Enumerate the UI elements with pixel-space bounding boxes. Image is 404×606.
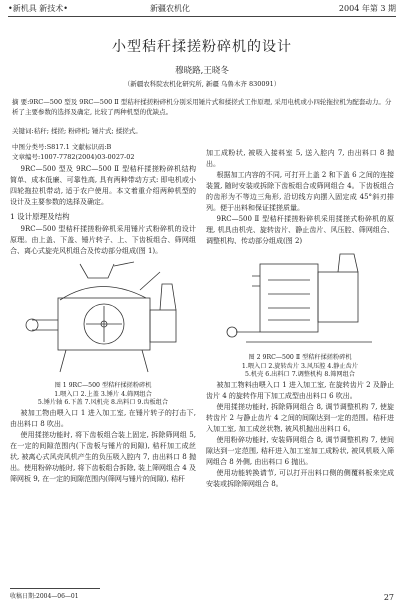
fig2-pressure-chamber	[318, 272, 358, 322]
footnote-rule	[10, 588, 100, 589]
figure-1-caption: 图 1 9RC—500 型秸秆揉搓粉碎机	[54, 382, 152, 389]
paper-authors: 穆晓路,王晓冬	[175, 66, 229, 76]
figure-1-legend-1: 1.喂入口 2.上盖 3.锤片 4.筛网组合	[54, 390, 152, 398]
right-column	[206, 148, 394, 490]
section-heading-1: 1 设计原理及结构	[10, 212, 70, 221]
keywords-text: 秸秆; 揉搓; 粉碎机; 锤片式; 揉搓式。	[33, 127, 142, 135]
fig1-base-right	[142, 350, 148, 372]
figure-2-drawing	[206, 250, 394, 350]
figure-1-drawing	[10, 260, 196, 378]
keywords-label: 关键词:	[12, 127, 34, 135]
fig1-pulley	[26, 319, 38, 331]
article-number: 文章编号:1007-7782(2004)03-0027-02	[12, 153, 135, 161]
figure-1	[10, 260, 196, 408]
function-paragraph: 使用揉搓功能时, 将下齿板组合装上固定, 拆除筛网组 5, 在一定的间隙范围内(下齿板与锤片的间隙), 秸秆加工成丝状, 被离心式风壳风机产生的负压吸入腔内 7, 由出料口 8 抛出。使用粉碎功能时, 将下齿板组合拆除, 装上筛网组合 4 及筛网板 9, 在一定的间隙范围内(筛网与锤片的间隙), 秸秆	[10, 430, 196, 483]
running-header	[8, 3, 396, 15]
fig1-outlet	[160, 284, 176, 310]
header-left: •新机具 新技术•	[8, 4, 68, 13]
abstract	[12, 97, 392, 117]
left-column	[10, 164, 196, 485]
fig2-feed-inlet	[252, 276, 260, 286]
model2-kneading-paragraph: 使用揉搓功能时, 拆除筛网组合 8, 调节调整机构 7, 使旋转齿片 2 与静止齿片 4 之间的间隙达到一定的范围。秸秆进入加工室, 加工成丝状物, 被风机抛出出料口 6。	[206, 402, 394, 433]
model2-crushing-paragraph: 使用粉碎功能时, 安装筛网组合 8, 调节调整机构 7, 使间隙达到一定范围, 秸秆进入加工室加工成粉状, 被风机吸入筛网组合 8 外侧, 由出料口 6 抛出。	[206, 435, 394, 466]
design-paragraph: 9RC—500 型秸秆揉搓粉碎机采用锤片式粉碎机的设计原理。由上盖、下盖、锤片转子、上、下齿板组合、筛网组合、离心式旋壳风机组合及传动部分组成(图 1)。	[10, 225, 196, 255]
paper-title: 小型秸秆揉搓粉碎机的设计	[112, 39, 292, 55]
fig2-housing	[260, 264, 318, 332]
figure-2-legend-1: 1.喂入口 2.旋转齿片 3.风压腔 4.静止齿片	[241, 362, 359, 370]
fig1-leader-2	[140, 272, 160, 290]
figure-1-legend-2: 5.锤片轴 6.下盖 7.风机壳 8.出料口 9.齿板组合	[37, 399, 169, 406]
fig1-feed-hopper	[80, 264, 114, 278]
header-right: 2004 年第 3 期	[338, 4, 396, 13]
model2-process-paragraph: 被加工物料由喂入口 1 进入加工室, 在旋转齿片 2 及静止齿片 4 的旋转作用下加工成型由出料口 6 吹出。	[206, 380, 394, 400]
abstract-label: 摘 要:	[12, 98, 30, 106]
classification: 中图分类号:S817.1 文献标识码:B	[12, 143, 112, 151]
figure-2	[206, 250, 394, 380]
keywords	[12, 126, 392, 136]
model2-switch-paragraph: 使用功能转换请节, 可以打开出料口侧的侧覆料板来完成安装或拆除筛网组合 8。	[206, 468, 394, 488]
fig1-fan-housing	[150, 310, 176, 342]
continued-paragraph: 加工成粉状, 被吸入接料室 5, 送入腔内 7, 由出料口 8 抛出。	[206, 149, 394, 168]
page-number: 27	[383, 593, 394, 602]
figure-2-legend-2: 5.机壳 6.出料口 7.调整机构 8.筛网组合	[245, 371, 355, 378]
fig1-leader-1	[114, 262, 134, 266]
header-rule	[8, 16, 396, 17]
process-paragraph: 被加工物由喂入口 1 进入加工室, 在锤片转子的打击下, 由出料口 8 吹出。	[10, 408, 196, 428]
fig1-base-left	[60, 350, 66, 372]
figure-2-caption: 图 2 9RC—500 Ⅱ 型秸秆揉搓粉碎机	[248, 354, 352, 361]
paper-affiliation: （新疆农科院农机化研究所, 新疆 乌鲁木齐 830091）	[123, 80, 281, 88]
model2-paragraph: 9RC—500 Ⅱ 型秸秆揉搓粉碎机采用揉搓式粉碎机的原理, 机具由机壳、旋转齿片、静止齿片、风压腔、筛网组合、调整机构、传动部分组成(图 2)	[206, 215, 394, 245]
footnote: 收稿日期:2004—06—01	[10, 593, 79, 600]
intro-paragraph: 9RC—500 型及 9RC—500 Ⅱ 型秸秆揉搓粉碎机结构简单、成本低廉、可靠性高, 具有两种带动方式: 即电机或小四轮拖拉机带动, 适于农户使用。本文着重介绍两种机型的设计及主要参数的选择及确定。	[10, 165, 196, 206]
fig2-outlet	[338, 254, 358, 272]
abstract-text: 9RC—500 型及 9RC—500 Ⅱ 型秸秆揉搓粉碎机分别采用锤片式和揉搓式工作原理, 采用电机或小四轮拖拉机为配套动力。分析了主要参数的选择及确定, 比较了两种机型的优缺点。	[12, 98, 392, 116]
header-center: 新疆农机化	[150, 4, 190, 13]
adjustment-paragraph: 根据加工内容的不同, 可打开上盖 2 和下盖 6 之间的连接装置, 随时安装或拆除下齿板组合或筛网组合 4。下齿板组合的齿形为不等边三角形, 沿切线方向摆入固定成 45°斜刃排列。便于出料和保证揉搓质量。	[206, 171, 394, 212]
fig2-pulley	[227, 327, 237, 337]
